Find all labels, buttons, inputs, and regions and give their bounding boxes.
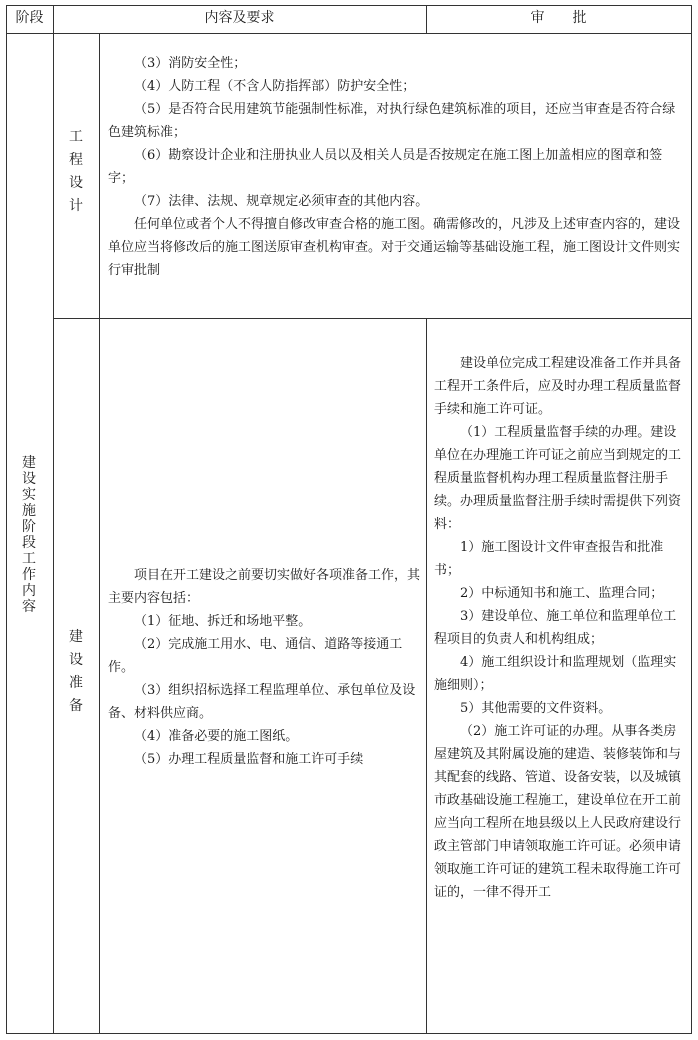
content-paragraph: （5）办理工程质量监督和施工许可手续: [134, 752, 364, 767]
table-border-stage-col: [53, 5, 54, 1034]
approval-paragraph: （1）工程质量监督手续的办理。建设单位在办理施工许可证之前应当到规定的工程质量监督机构办理工程质量监督注册手续。办理质量监督注册手续时需提供下列资料：: [434, 425, 682, 532]
table-border-header-bottom: [6, 33, 692, 34]
content-paragraph: （3）组织招标选择工程监理单位、承包单位及设备、材料供应商。: [108, 683, 416, 721]
content-paragraph: （3）消防安全性；: [134, 56, 247, 71]
approval-paragraph: （2）施工许可证的办理。从事各类房屋建筑及其附属设施的建造、装修装饰和与其配套的线路、管道、设备安装，以及城镇市政基础设施工程施工，建设单位在开工前应当向工程所在地县级以上人民政府建设行政主管部门申请领取施工许可证。必须申请领取施工许可证的建筑工程未取得施工许可证的，一律不得开工: [434, 724, 682, 900]
table-border-right: [691, 5, 692, 1034]
content-paragraph: （5）是否符合民用建筑节能强制性标准，对执行绿色建筑标准的项目，还应当审查是否符合绿色建筑标准；: [108, 102, 676, 140]
approval-paragraph: 3）建设单位、施工单位和监理单位工程项目的负责人和机构组成；: [434, 609, 677, 647]
table-border-label-col: [99, 33, 100, 1034]
content-paragraph: （6）勘察设计企业和注册执业人员以及相关人员是否按规定在施工图上加盖相应的图章和签字；: [108, 148, 663, 186]
content-paragraph: 项目在开工建设之前要切实做好各项准备工作，其主要内容包括：: [108, 568, 421, 606]
approval-paragraph: 1）施工图设计文件审查报告和批准书；: [434, 540, 664, 578]
row-label-design: 工程设计: [69, 129, 83, 214]
approval-paragraph: 5）其他需要的文件资料。: [460, 701, 612, 716]
row-content-design: [108, 52, 686, 282]
row-label-preparation: 建设准备: [69, 629, 83, 714]
row-approval-preparation: [434, 352, 686, 904]
approval-paragraph: 2）中标通知书和施工、监理合同；: [460, 586, 664, 601]
table-border-approval-col: [426, 318, 427, 1034]
stage-label: 建设实施阶段工作内容: [22, 455, 36, 615]
content-paragraph: （4）准备必要的施工图纸。: [134, 729, 299, 744]
approval-paragraph: 建设单位完成工程建设准备工作并具备工程开工条件后，应及时办理工程质量监督手续和施工许可证。: [434, 356, 682, 417]
table-border-row-divider: [53, 318, 692, 319]
header-content: 内容及要求: [204, 10, 275, 26]
header-stage: 阶段: [15, 10, 44, 26]
content-paragraph: （1）征地、拆迁和场地平整。: [134, 614, 312, 629]
table-border-top: [6, 5, 692, 6]
table-border-bottom: [6, 1033, 692, 1034]
content-paragraph: （4）人防工程（不含人防指挥部）防护安全性；: [134, 79, 416, 94]
content-paragraph: （2）完成施工用水、电、通信、道路等接通工作。: [108, 637, 403, 675]
approval-paragraph: 4）施工组织设计和监理规划（监理实施细则）；: [434, 655, 677, 693]
row-content-preparation: [108, 564, 420, 771]
content-paragraph: （7）法律、法规、规章规定必须审查的其他内容。: [134, 194, 429, 209]
header-approval: 审 批: [530, 10, 587, 26]
content-paragraph: 任何单位或者个人不得擅自修改审查合格的施工图。确需修改的，凡涉及上述审查内容的，建设单位应当将修改后的施工图送原审查机构审查。对于交通运输等基础设施工程，施工图设计文件则实行审批制: [108, 217, 681, 278]
table-border-left: [6, 5, 7, 1034]
